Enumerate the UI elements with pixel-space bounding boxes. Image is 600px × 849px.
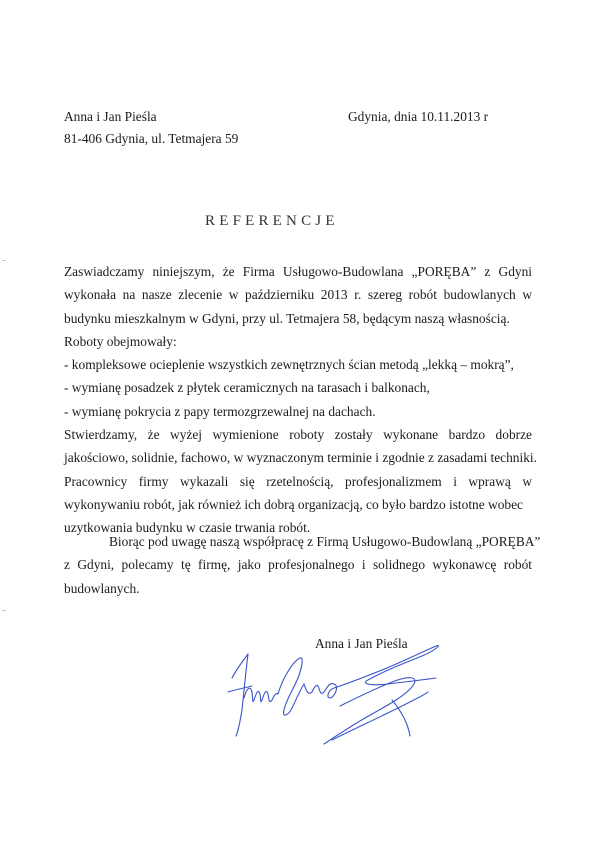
scan-margin-mark: [2, 610, 6, 611]
document-title: REFERENCJE: [205, 213, 339, 229]
work-item: - kompleksowe ocieplenie wszystkich zewnętrznych ścian metodą „lekką – mokrą”,: [64, 357, 514, 373]
paragraph-line: jakościowo, solidnie, fachowo, w wyznaczonym terminie i zgodnie z zasadami techniki.: [64, 450, 537, 466]
paragraph-line: uzytkowania budynku w czasie trwania robót.: [64, 520, 311, 536]
handwritten-signature: [222, 640, 452, 750]
signature-strokes: [228, 646, 438, 744]
sender-address: 81-406 Gdynia, ul. Tetmajera 59: [64, 131, 239, 146]
paragraph-line: Roboty obejmowały:: [64, 333, 177, 349]
recommendation-paragraph: [64, 530, 541, 600]
letter-body: [64, 260, 537, 540]
work-item: - wymianę posadzek z płytek ceramicznych na tarasach i balkonach,: [64, 380, 430, 396]
paragraph-line: budowlanych.: [64, 580, 140, 596]
paragraph-line: wykonywaniu robót, jak również ich dobrą organizacją, co było bardzo istotne wobec: [64, 496, 523, 512]
place-and-date: Gdynia, dnia 10.11.2013 r: [348, 109, 489, 124]
closing-signatory-name: Anna i Jan Pieśla: [315, 636, 408, 651]
paragraph-line: Zaswiadczamy niniejszym, że Firma Usługowo-Budowlana „PORĘBA” z Gdyni: [64, 264, 532, 279]
sender-name: Anna i Jan Pieśla: [64, 109, 157, 124]
paragraph-line: Stwierdzamy, że wyżej wymienione roboty zostały wykonane bardzo dobrze: [64, 427, 532, 443]
paragraph-line: budynku mieszkalnym w Gdyni, przy ul. Tetmajera 58, będącym naszą własnością.: [64, 310, 510, 326]
paragraph-line: wykonała na nasze zlecenie w październiku 2013 r. szereg robót budowlanych w: [64, 287, 532, 303]
scan-margin-mark: [2, 260, 6, 261]
work-item: - wymianę pokrycia z papy termozgrzewalnej na dachach.: [64, 403, 376, 419]
paragraph-line: Pracownicy firmy wykazali się rzetelnością, profesjonalizmem i wprawą w: [64, 473, 532, 489]
paragraph-line: Biorąc pod uwagę naszą współpracę z Firmą Usługowo-Budowlaną „PORĘBA”: [109, 534, 541, 549]
paragraph-line: z Gdyni, polecamy tę firmę, jako profesjonalnego i solidnego wykonawcę robót: [64, 557, 532, 573]
